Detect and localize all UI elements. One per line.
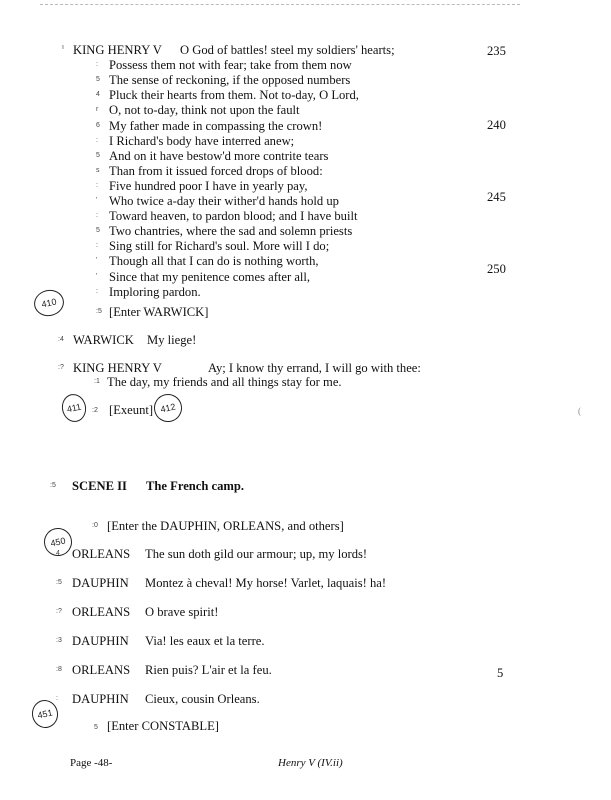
scan-top-edge: [40, 4, 520, 5]
margin-mark: 4: [56, 550, 60, 557]
margin-mark: :1: [94, 378, 100, 385]
scan-edge-mark: (: [578, 406, 581, 416]
verse-line: Pluck their hearts from them. Not to-day, O Lord,: [109, 88, 359, 103]
speaker-name: WARWICK: [73, 333, 134, 347]
dialogue-line: Montez à cheval! My horse! Varlet, laquais! ha!: [145, 576, 387, 590]
verse-line: O God of battles! steel my soldiers' hearts;: [180, 43, 395, 57]
stage-direction: [Enter WARWICK]: [109, 305, 209, 319]
margin-mark: 5: [96, 227, 100, 235]
margin-mark: :5: [96, 308, 102, 315]
margin-mark: ': [96, 197, 98, 204]
margin-mark: :: [96, 287, 98, 295]
verse-line: Though all that I can do is nothing worth,: [109, 254, 319, 269]
dialogue-line: Ay; I know thy errand, I will go with thee:: [208, 361, 421, 375]
line-number: 250: [487, 262, 506, 276]
margin-mark: :0: [92, 522, 98, 529]
verse-line: Two chantries, where the sad and solemn priests: [109, 224, 353, 239]
handwritten-cue-number: 412: [151, 391, 184, 424]
handwritten-cue-number: 450: [41, 525, 74, 558]
stage-direction: [Enter CONSTABLE]: [107, 719, 219, 733]
verse-line: My father made in compassing the crown!: [109, 118, 323, 133]
margin-mark: 4: [96, 91, 100, 99]
speaker-name: ORLEANS: [72, 663, 131, 677]
handwritten-cue-number: 411: [59, 392, 88, 424]
margin-mark: :8: [56, 666, 62, 673]
margin-mark: :: [56, 695, 58, 702]
line-number: 245: [487, 190, 506, 204]
verse-line: Who twice a-day their wither'd hands hold up: [109, 194, 339, 208]
dialogue-line: The sun doth gild our armour; up, my lords!: [145, 547, 368, 561]
margin-mark: 5: [94, 724, 98, 731]
dialogue-line: Cieux, cousin Orleans.: [145, 692, 260, 706]
stage-direction: [Enter the DAUPHIN, ORLEANS, and others]: [107, 519, 344, 533]
line-number: 235: [487, 44, 506, 58]
dialogue-line: The day, my friends and all things stay for me.: [107, 375, 342, 389]
verse-line: Than from it issued forced drops of blood:: [109, 163, 323, 178]
speaker-name: KING HENRY V: [73, 43, 162, 57]
verse-line: Five hundred poor I have in yearly pay,: [109, 178, 308, 193]
speaker-name: DAUPHIN: [72, 576, 129, 590]
margin-mark: 5: [96, 151, 100, 159]
margin-mark: ': [96, 272, 98, 280]
verse-line: Sing still for Richard's soul. More will I do;: [109, 239, 330, 254]
dialogue-line: Via! les eaux et la terre.: [145, 634, 265, 648]
speaker-name: DAUPHIN: [72, 634, 129, 648]
margin-mark: :?: [58, 364, 64, 371]
margin-mark: :2: [92, 407, 98, 414]
page-number: Page -48-: [70, 757, 113, 769]
margin-mark: s: [96, 166, 100, 174]
margin-mark: 6: [96, 121, 100, 129]
speaker-name: ORLEANS: [72, 547, 131, 561]
verse-line: O, not to-day, think not upon the fault: [109, 103, 300, 118]
verse-line: Since that my penitence comes after all,: [109, 269, 311, 284]
margin-mark: :: [96, 181, 98, 189]
line-number: 5: [497, 666, 504, 680]
scene-label: SCENE II: [72, 479, 127, 493]
verse-line: Possess them not with fear; take from them now: [109, 58, 352, 73]
margin-mark: :: [96, 61, 98, 69]
handwritten-cue-number: 451: [29, 698, 60, 731]
dialogue-line: My liege!: [147, 333, 197, 347]
running-title: Henry V (IV.ii): [278, 757, 343, 769]
handwritten-cue-number: 410: [32, 287, 67, 319]
margin-mark: :: [96, 212, 98, 220]
margin-mark: :: [96, 242, 98, 250]
margin-mark: r: [96, 106, 99, 114]
speaker-name: KING HENRY V: [73, 361, 162, 375]
line-number: 240: [487, 118, 506, 132]
margin-mark: :5: [56, 579, 62, 586]
margin-mark: ı: [62, 44, 64, 51]
margin-mark: 5: [96, 76, 100, 84]
margin-mark: :5: [50, 482, 56, 489]
margin-mark: :4: [58, 336, 64, 343]
speaker-name: ORLEANS: [72, 605, 131, 619]
stage-direction: [Exeunt]: [109, 403, 154, 417]
verse-line: I Richard's body have interred anew;: [109, 133, 295, 148]
verse-line: Imploring pardon.: [109, 284, 201, 299]
margin-mark: :3: [56, 637, 62, 644]
speaker-name: DAUPHIN: [72, 692, 129, 706]
verse-line: Toward heaven, to pardon blood; and I have built: [109, 209, 358, 224]
scene-title: The French camp.: [146, 479, 245, 493]
verse-line: And on it have bestow'd more contrite tears: [109, 148, 329, 163]
margin-mark: :?: [56, 608, 62, 615]
margin-mark: ': [96, 257, 98, 265]
dialogue-line: Rien puis? L'air et la feu.: [145, 663, 272, 677]
margin-mark: :: [96, 136, 98, 144]
dialogue-line: O brave spirit!: [145, 605, 219, 619]
verse-line: The sense of reckoning, if the opposed numbers: [109, 73, 351, 88]
